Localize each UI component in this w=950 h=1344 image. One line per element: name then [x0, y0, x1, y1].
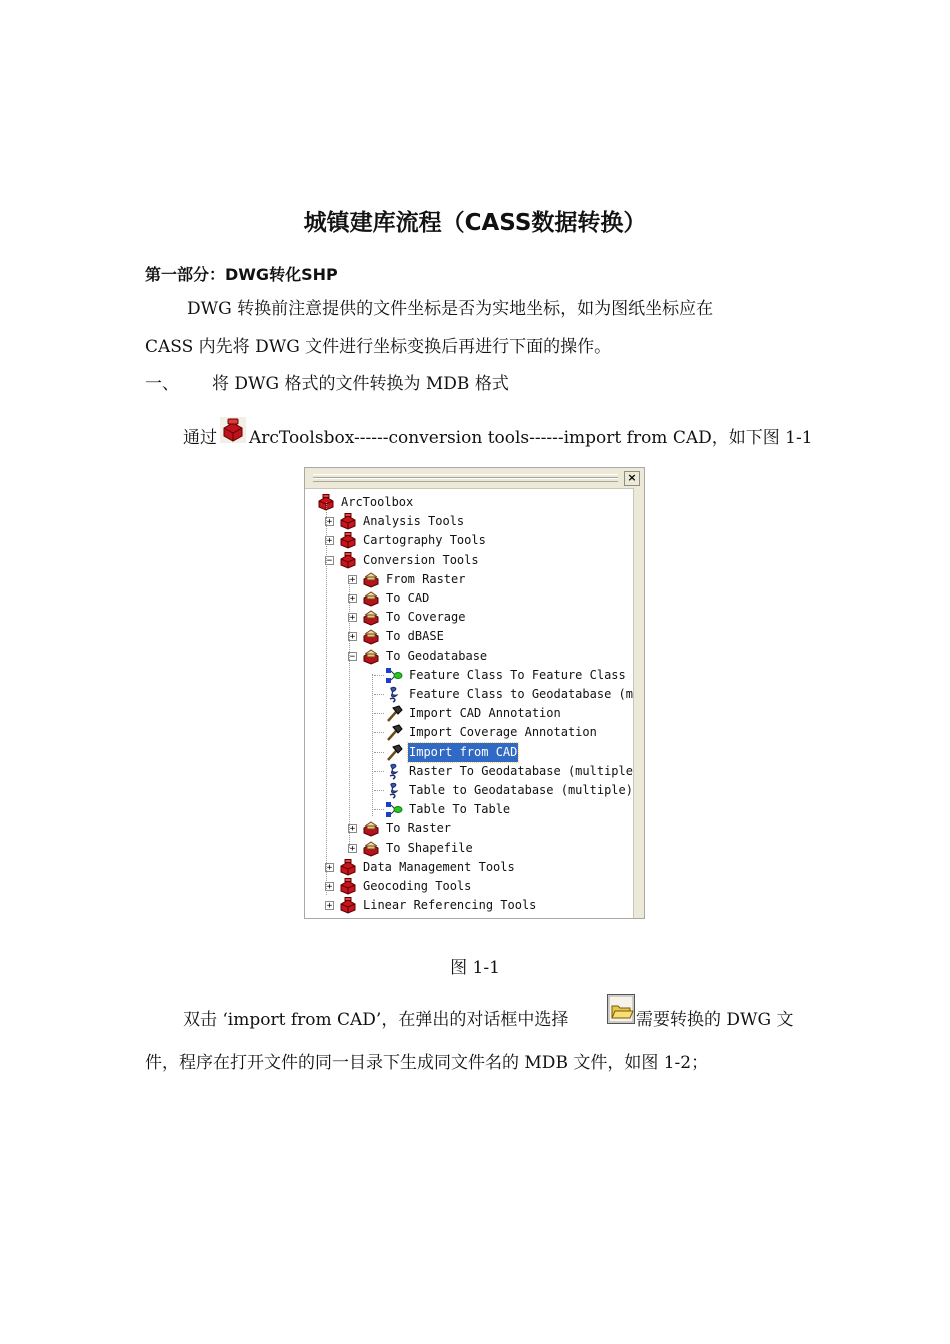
- expand-icon[interactable]: +: [349, 574, 356, 585]
- expand-icon[interactable]: +: [349, 613, 356, 624]
- tree-item-label[interactable]: Import from CAD: [408, 743, 518, 762]
- tree-item[interactable]: [305, 877, 635, 896]
- tree-item-label[interactable]: To Raster: [386, 821, 452, 836]
- paragraph-line: DWG 转换前注意提供的文件坐标是否为实地坐标，如为图纸坐标应在: [187, 299, 714, 319]
- step-heading: 将 DWG 格式的文件转换为 MDB 格式: [212, 374, 509, 394]
- expand-icon[interactable]: +: [326, 536, 333, 547]
- panel-titlebar[interactable]: [305, 468, 644, 489]
- tree-item-label[interactable]: Import Coverage Annotation: [409, 725, 597, 740]
- tree-item-label[interactable]: Cartography Tools: [363, 533, 486, 548]
- expand-icon[interactable]: +: [349, 824, 356, 835]
- tree-item-label[interactable]: Feature Class to Geodatabase (m: [409, 687, 633, 701]
- expand-icon[interactable]: +: [326, 882, 333, 892]
- tree-item[interactable]: [305, 839, 635, 858]
- tree-item-label[interactable]: Conversion Tools: [363, 552, 479, 567]
- collapse-icon[interactable]: −: [349, 651, 356, 662]
- expand-icon[interactable]: +: [326, 862, 333, 873]
- tree-item-label[interactable]: Geocoding Tools: [363, 879, 472, 893]
- tree-item-label[interactable]: Raster To Geodatabase (multiple: [409, 763, 633, 778]
- tree-item-label[interactable]: Table to Geodatabase (multiple): [409, 783, 633, 797]
- expand-icon[interactable]: +: [349, 594, 356, 604]
- tree-item[interactable]: [305, 666, 635, 685]
- tree-item[interactable]: [305, 493, 635, 512]
- tree-item[interactable]: [305, 608, 635, 627]
- close-button[interactable]: ×: [624, 471, 640, 486]
- tree-item[interactable]: [305, 570, 635, 589]
- tree-item[interactable]: [305, 781, 635, 800]
- expand-icon[interactable]: +: [349, 843, 356, 854]
- arctoolbox-panel: [304, 467, 645, 919]
- tree-item[interactable]: [305, 762, 635, 781]
- tree-item[interactable]: [305, 800, 635, 819]
- paragraph-line: 需要转换的 DWG 文: [636, 1010, 794, 1030]
- tree-item-label[interactable]: Data Management Tools: [363, 859, 515, 874]
- section-heading: 第一部分：DWG转化SHP: [145, 265, 338, 284]
- tree-item[interactable]: [305, 896, 635, 915]
- figure-caption: 图 1-1: [450, 958, 500, 978]
- tree-item[interactable]: [305, 858, 635, 877]
- tree-item[interactable]: [305, 647, 635, 666]
- collapse-icon[interactable]: −: [326, 555, 333, 566]
- expand-icon[interactable]: +: [326, 901, 333, 912]
- tree-item-label[interactable]: Feature Class To Feature Class: [409, 667, 626, 682]
- tree-item-label[interactable]: Import CAD Annotation: [409, 706, 561, 721]
- tree-item-label[interactable]: Linear Referencing Tools: [363, 898, 537, 913]
- tree-item-label[interactable]: To Shapefile: [386, 840, 473, 855]
- tree-item[interactable]: [305, 723, 635, 742]
- tree-item-label[interactable]: To Coverage: [386, 610, 466, 625]
- tree-item-label[interactable]: To dBASE: [386, 629, 444, 644]
- paragraph-line: ArcToolsbox------conversion tools------import from CAD，如下图 1-1: [249, 428, 813, 448]
- tree-item[interactable]: [305, 627, 635, 646]
- tree-item[interactable]: [305, 704, 635, 723]
- tree-item[interactable]: [305, 743, 635, 762]
- toolbox-icon: [339, 897, 357, 919]
- tree-item-label[interactable]: To Geodatabase: [386, 648, 488, 663]
- paragraph-line: CASS 内先将 DWG 文件进行坐标变换后再进行下面的操作。: [145, 337, 612, 357]
- tree-item-label[interactable]: From Raster: [386, 571, 466, 586]
- tree-item[interactable]: [305, 819, 635, 838]
- arctoolbox-icon: [220, 417, 246, 447]
- paragraph-line: 双击 ‘import from CAD’，在弹出的对话框中选择: [183, 1010, 569, 1030]
- paragraph-line: 通过: [183, 428, 217, 448]
- tree-item[interactable]: [305, 685, 635, 704]
- tree-item[interactable]: [305, 589, 635, 608]
- tree-item[interactable]: [305, 531, 635, 550]
- tree-item-label[interactable]: To CAD: [386, 591, 430, 605]
- tree-item[interactable]: [305, 551, 635, 570]
- expand-icon[interactable]: +: [349, 632, 356, 643]
- tree-item-label[interactable]: ArcToolbox: [341, 495, 414, 509]
- step-number: 一、: [145, 374, 179, 394]
- open-folder-icon: [607, 994, 635, 1028]
- expand-icon[interactable]: +: [326, 517, 333, 528]
- document-title: 城镇建库流程（CASS数据转换）: [303, 210, 647, 236]
- paragraph-line: 件，程序在打开文件的同一目录下生成同文件名的 MDB 文件，如图 1-2；: [145, 1053, 709, 1073]
- tree-item[interactable]: [305, 512, 635, 531]
- tree-item-label[interactable]: Table To Table: [409, 802, 511, 817]
- tree-item-label[interactable]: Analysis Tools: [363, 514, 465, 529]
